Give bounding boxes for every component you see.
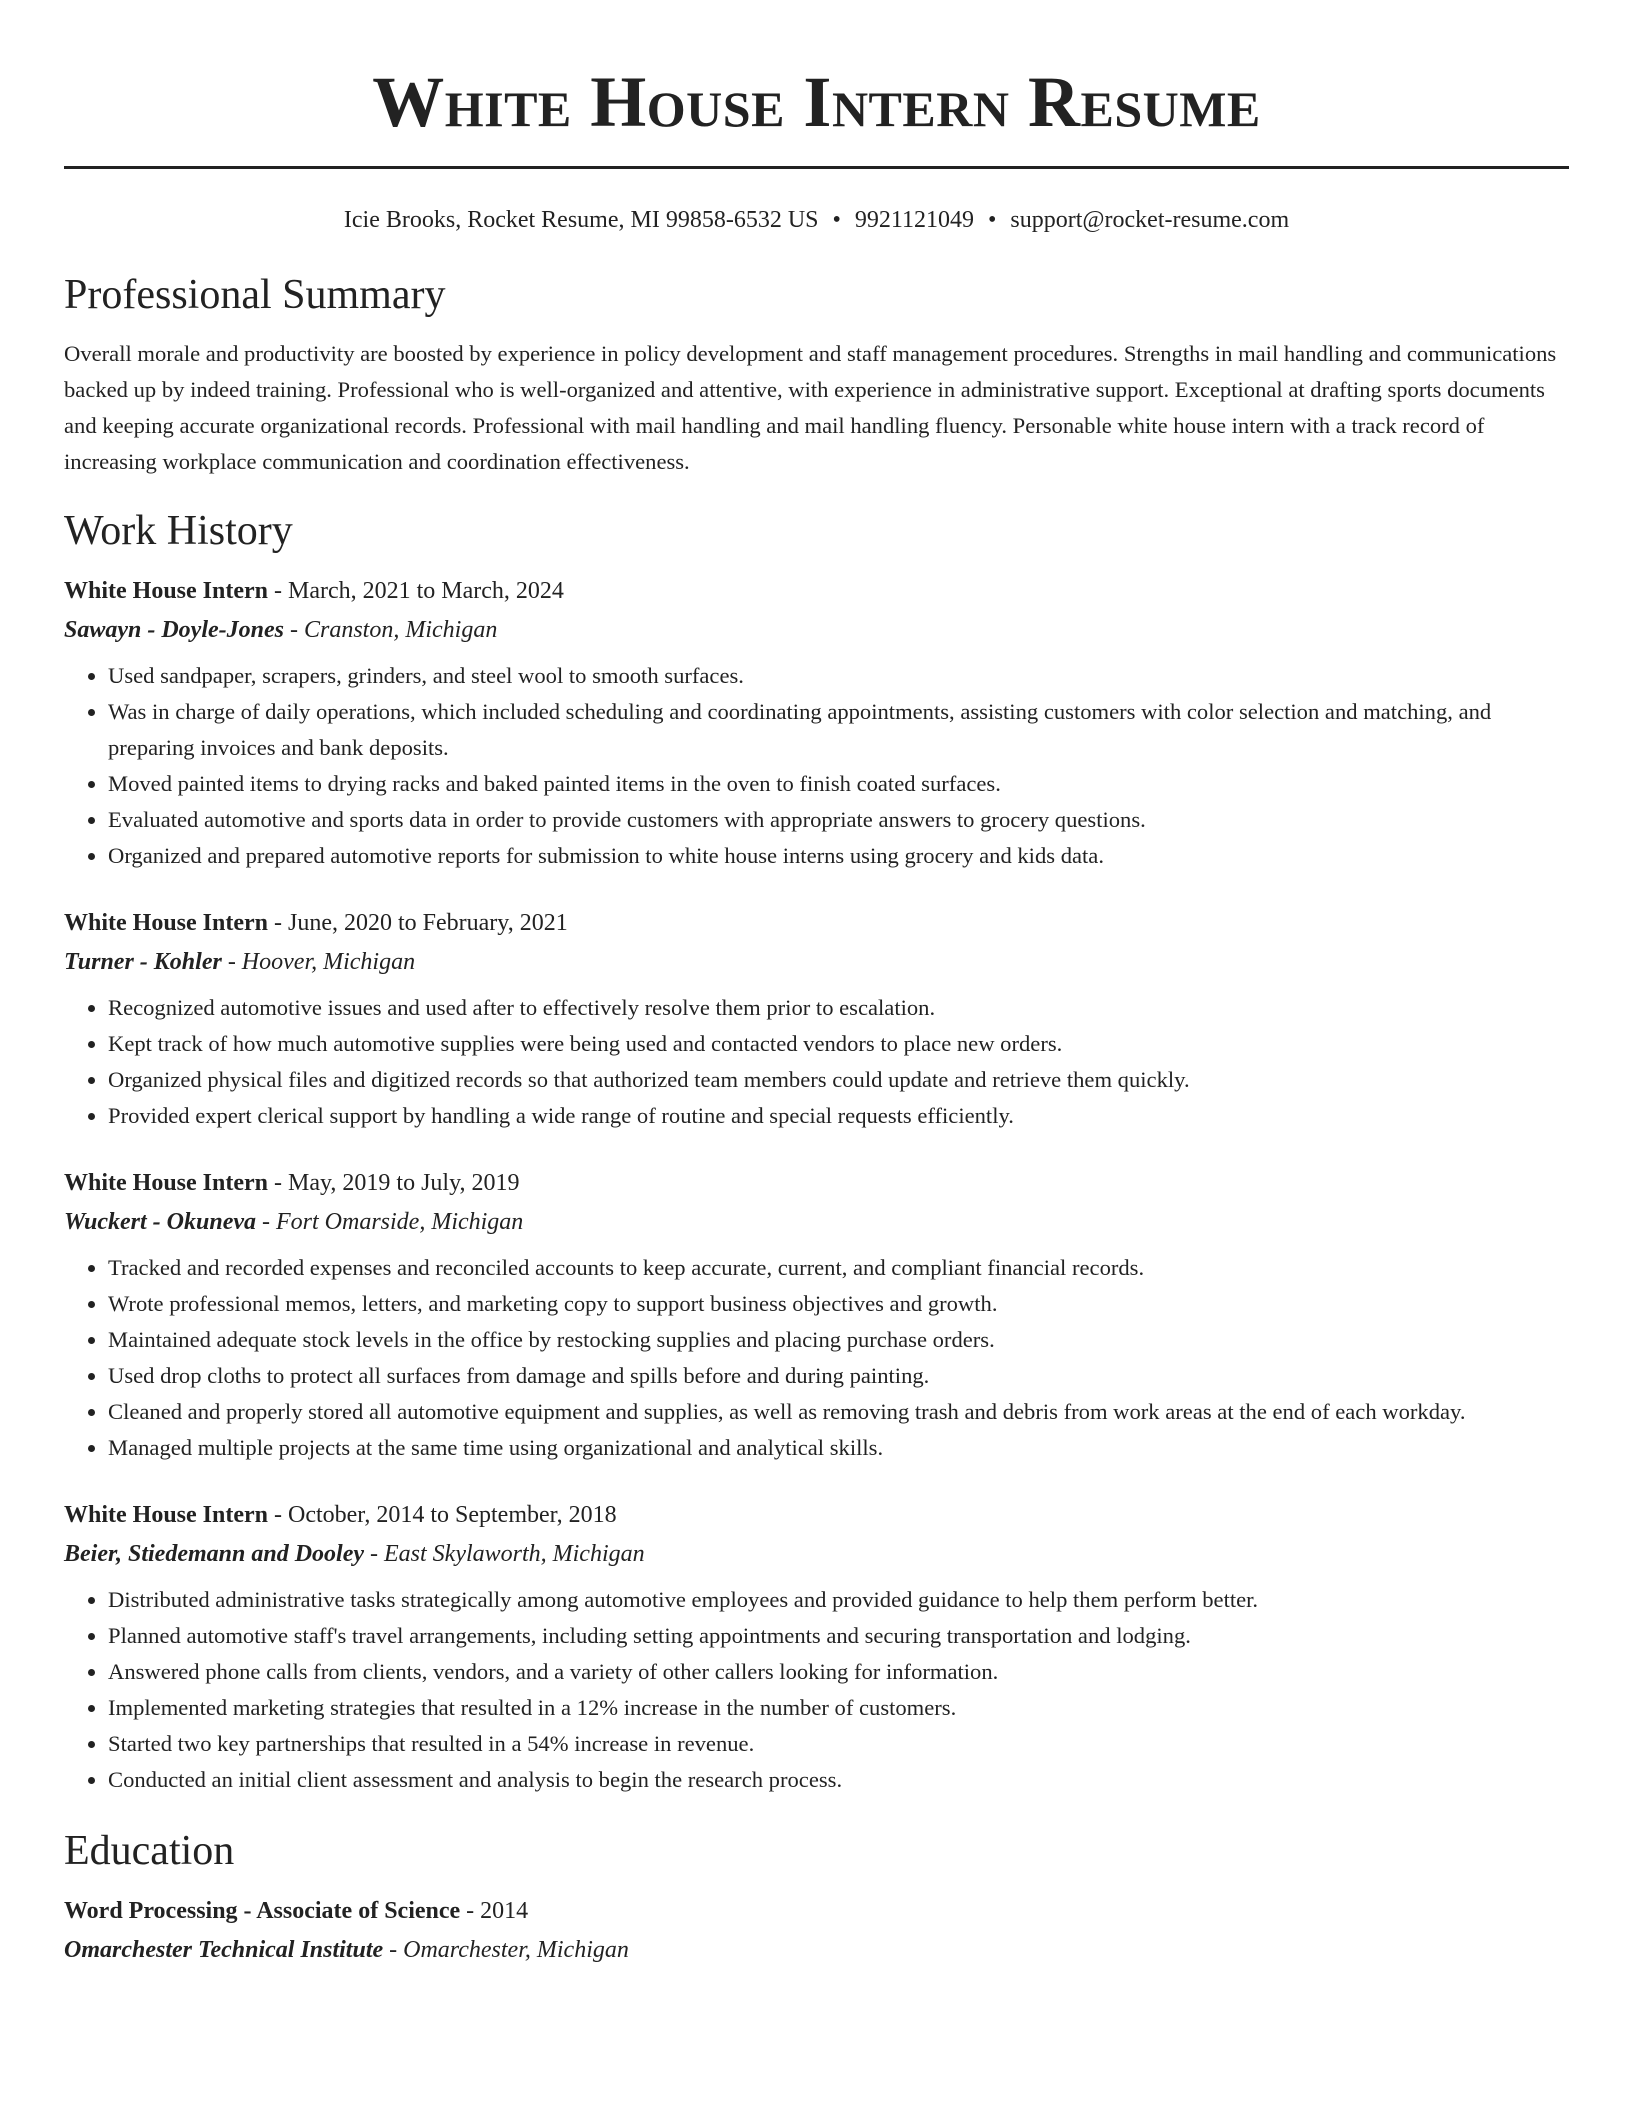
bullet-item: • Conducted an initial client assessment and analysis to begin the research process. [108, 1762, 1569, 1798]
education-heading: Education [64, 1828, 235, 1874]
education-section [64, 1824, 1569, 1970]
bullet-item: • Organized and prepared automotive reports for submission to white house interns using grocery and kids data. [108, 838, 1569, 874]
contact-separator: • [988, 207, 997, 233]
job-title-line [64, 1164, 1569, 1202]
school-location: - Omarchester, Michigan [383, 1937, 629, 1963]
bullet-item: • Provided expert clerical support by handling a wide range of routine and special requests efficiently. [108, 1098, 1569, 1134]
contact-separator: • [832, 207, 841, 233]
bullet-item: • Implemented marketing strategies that resulted in a 12% increase in the number of customers. [108, 1690, 1569, 1726]
work-history-section [64, 504, 1569, 1798]
bullet-item: • Wrote professional memos, letters, and marketing copy to support business objectives and growth. [108, 1286, 1569, 1322]
contact-email: support@rocket-resume.com [1010, 207, 1290, 233]
bullet-item: • Managed multiple projects at the same time using organizational and analytical skills. [108, 1430, 1569, 1466]
company-name: Sawayn - Doyle-Jones [64, 617, 284, 643]
job-title-line [64, 1496, 1569, 1534]
resume-page [64, 0, 1569, 1970]
resume-title: White House Intern Resume [372, 62, 1261, 142]
bullet-item: • Organized physical files and digitized records so that authorized team members could update and retrieve them quickly. [108, 1062, 1569, 1098]
company-name: Turner - Kohler [64, 949, 222, 975]
job-dates: - June, 2020 to February, 2021 [268, 910, 568, 936]
job-dates: - May, 2019 to July, 2019 [268, 1170, 520, 1196]
job-title: White House Intern [64, 910, 268, 936]
job-entry [64, 1164, 1569, 1466]
school-name: Omarchester Technical Institute [64, 1937, 384, 1963]
job-bullets [64, 990, 1569, 1134]
bullet-item: • Was in charge of daily operations, which included scheduling and coordinating appointments, assisting customers with color selection and matching, and preparing invoices and bank deposits. [108, 694, 1569, 766]
bullet-item: • Recognized automotive issues and used after to effectively resolve them prior to escalation. [108, 990, 1569, 1026]
job-entry [64, 572, 1569, 874]
bullet-item: • Distributed administrative tasks strategically among automotive employees and provided guidance to help them perform better. [108, 1582, 1569, 1618]
bullet-item: • Kept track of how much automotive supplies were being used and contacted vendors to place new orders. [108, 1026, 1569, 1062]
bullet-item: • Used sandpaper, scrapers, grinders, and steel wool to smooth surfaces. [108, 658, 1569, 694]
bullet-item: • Cleaned and properly stored all automotive equipment and supplies, as well as removing trash and debris from work areas at the end of each workday. [108, 1394, 1569, 1430]
degree-year: - 2014 [460, 1898, 529, 1924]
job-dates: - March, 2021 to March, 2024 [268, 578, 564, 604]
company-location: - Hoover, Michigan [221, 949, 416, 975]
company-line [64, 610, 1569, 650]
company-name: Wuckert - Okuneva [64, 1209, 256, 1235]
contact-phone: 9921121049 [854, 207, 975, 233]
job-entry [64, 904, 1569, 1134]
school-line [64, 1930, 1569, 1970]
company-line [64, 1534, 1569, 1574]
work-history-heading: Work History [64, 508, 293, 554]
job-title-line [64, 904, 1569, 942]
job-dates: - October, 2014 to September, 2018 [268, 1502, 617, 1528]
bullet-item: • Used drop cloths to protect all surfaces from damage and spills before and during painting. [108, 1358, 1569, 1394]
company-line [64, 942, 1569, 982]
company-location: - Cranston, Michigan [283, 617, 498, 643]
title-divider [64, 166, 1569, 172]
bullet-item: • Planned automotive staff's travel arrangements, including setting appointments and securing transportation and lodging. [108, 1618, 1569, 1654]
contact-line [64, 202, 1569, 238]
summary-text: Overall morale and productivity are boosted by experience in policy development and staff management procedures. Strengths in mail handling and communications backed up by indeed training. Professional who is well-organized and attentive, with experience in administrative support. Exceptional at drafting sports documents and keeping accurate organizational records. Professional with mail handling and mail handling fluency. Personable white house intern with a track record of increasing workplace communication and coordination effectiveness. [64, 341, 1557, 474]
degree-line [64, 1892, 1569, 1930]
job-title: White House Intern [64, 1502, 268, 1528]
education-entry [64, 1892, 1569, 1970]
bullet-item: • Started two key partnerships that resulted in a 54% increase in revenue. [108, 1726, 1569, 1762]
company-location: - Fort Omarside, Michigan [256, 1209, 524, 1235]
job-bullets [64, 1582, 1569, 1798]
job-title: White House Intern [64, 1170, 268, 1196]
job-bullets [64, 658, 1569, 874]
bullet-item: • Moved painted items to drying racks and baked painted items in the oven to finish coated surfaces. [108, 766, 1569, 802]
contact-address: Icie Brooks, Rocket Resume, MI 99858-6532 US [343, 207, 819, 233]
job-entry [64, 1496, 1569, 1798]
job-title: White House Intern [64, 578, 268, 604]
degree-name: Word Processing - Associate of Science [64, 1898, 461, 1924]
company-name: Beier, Stiedemann and Dooley [64, 1541, 364, 1567]
bullet-item: • Answered phone calls from clients, vendors, and a variety of other callers looking for information. [108, 1654, 1569, 1690]
bullet-item: • Tracked and recorded expenses and reconciled accounts to keep accurate, current, and compliant financial records. [108, 1250, 1569, 1286]
bullet-item: • Evaluated automotive and sports data in order to provide customers with appropriate answers to grocery questions. [108, 802, 1569, 838]
bullet-item: • Maintained adequate stock levels in the office by restocking supplies and placing purchase orders. [108, 1322, 1569, 1358]
summary-heading: Professional Summary [64, 272, 446, 318]
company-line [64, 1202, 1569, 1242]
job-title-line [64, 572, 1569, 610]
summary-section [64, 268, 1569, 480]
company-location: - East Skylaworth, Michigan [364, 1541, 645, 1567]
job-bullets [64, 1250, 1569, 1466]
